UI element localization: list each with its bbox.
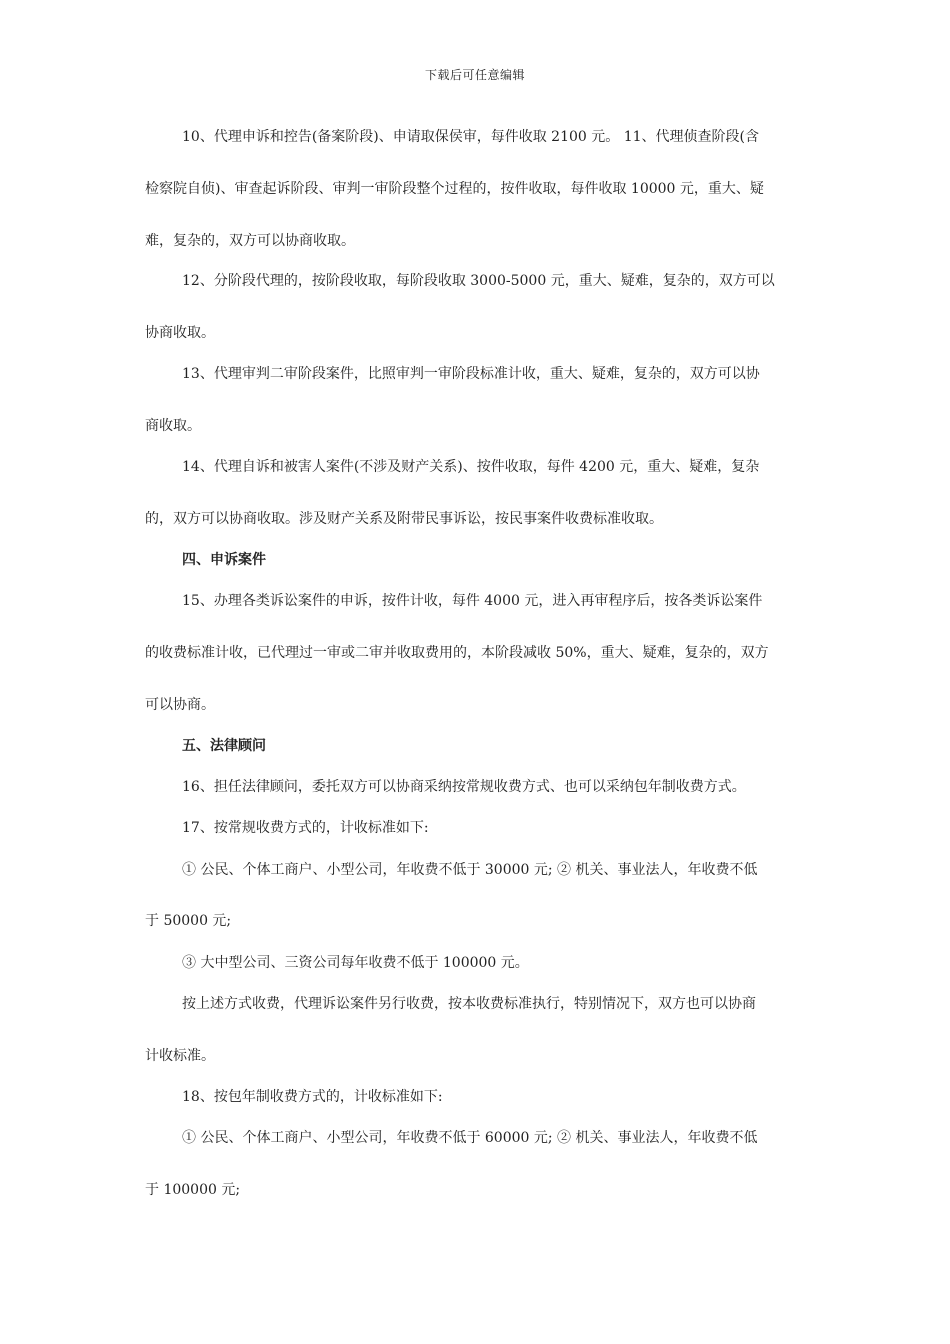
paragraph-line: 于 100000 元; <box>145 1182 241 1198</box>
paragraph-line: 14、代理自诉和被害人案件(不涉及财产关系)、按件收取，每件 4200 元，重大、疑难，复杂 <box>182 459 760 475</box>
section-heading: 五、法律顾问 <box>182 738 266 754</box>
paragraph-line: 18、按包年制收费方式的，计收标准如下: <box>182 1089 443 1105</box>
paragraph-line: 17、按常规收费方式的，计收标准如下: <box>182 820 429 836</box>
paragraph-line: ① 公民、个体工商户、小型公司，年收费不低于 30000 元; ② 机关、事业法人，年收费不低 <box>182 862 758 878</box>
paragraph-line: 的，双方可以协商收取。涉及财产关系及附带民事诉讼，按民事案件收费标准收取。 <box>145 511 663 527</box>
paragraph-line: ③ 大中型公司、三资公司每年收费不低于 100000 元。 <box>182 955 529 971</box>
paragraph-line: ① 公民、个体工商户、小型公司，年收费不低于 60000 元; ② 机关、事业法人，年收费不低 <box>182 1130 758 1146</box>
paragraph-line: 13、代理审判二审阶段案件，比照审判一审阶段标准计收，重大、疑难，复杂的，双方可以协 <box>182 366 760 382</box>
page-header: 下载后可任意编辑 <box>424 68 525 82</box>
paragraph-line: 16、担任法律顾问，委托双方可以协商采纳按常规收费方式、也可以采纳包年制收费方式。 <box>182 779 746 795</box>
paragraph-line: 可以协商。 <box>145 697 215 713</box>
paragraph-line: 商收取。 <box>145 418 201 434</box>
section-heading: 四、申诉案件 <box>182 552 266 568</box>
paragraph-line: 12、分阶段代理的，按阶段收取，每阶段收取 3000-5000 元，重大、疑难，复杂的，双方可以 <box>182 273 775 289</box>
paragraph-line: 按上述方式收费，代理诉讼案件另行收费，按本收费标准执行，特别情况下，双方也可以协商 <box>182 996 756 1012</box>
paragraph-line: 检察院自侦)、审查起诉阶段、审判一审阶段整个过程的，按件收取，每件收取 10000 元，重大、疑 <box>145 181 764 197</box>
paragraph-line: 计收标准。 <box>145 1048 215 1064</box>
paragraph-line: 10、代理申诉和控告(备案阶段)、申请取保侯审，每件收取 2100 元。 11、代理侦查阶段(含 <box>182 129 759 145</box>
paragraph-line: 的收费标准计收，已代理过一审或二审并收取费用的，本阶段减收 50%，重大、疑难，复杂的，双方 <box>145 645 769 661</box>
paragraph-line: 于 50000 元; <box>145 913 232 929</box>
paragraph-line: 难，复杂的，双方可以协商收取。 <box>145 233 355 249</box>
paragraph-line: 协商收取。 <box>145 325 215 341</box>
paragraph-line: 15、办理各类诉讼案件的申诉，按件计收，每件 4000 元，进入再审程序后，按各类诉讼案件 <box>182 593 763 609</box>
